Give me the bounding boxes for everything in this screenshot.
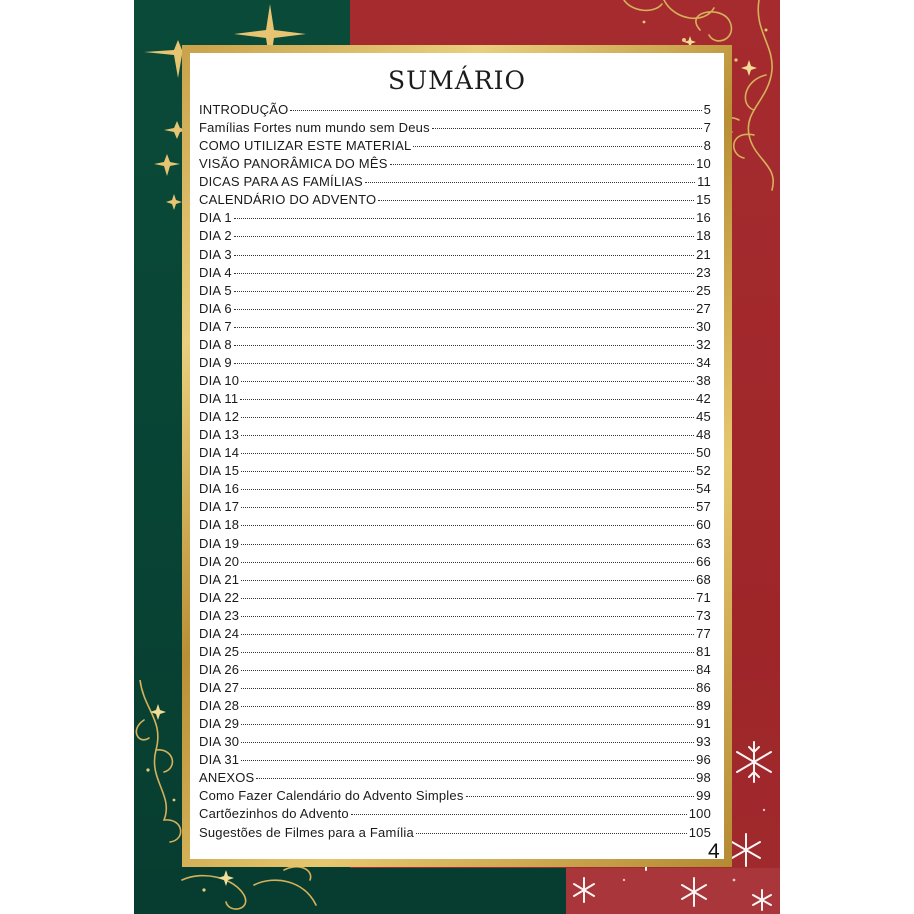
- toc-entry-page: 25: [696, 282, 711, 298]
- dot-leader: [241, 435, 694, 436]
- dot-leader: [416, 833, 687, 834]
- dot-leader: [413, 146, 701, 147]
- dot-leader: [241, 598, 694, 599]
- toc-entry-label: Como Fazer Calendário do Advento Simples: [199, 788, 464, 804]
- toc-entry[interactable]: [199, 462, 711, 480]
- toc-entry-page: 11: [697, 174, 711, 190]
- document-page: [134, 0, 780, 914]
- toc-entry-page: 89: [696, 698, 711, 714]
- toc-entry-label: DIA 27: [199, 680, 240, 695]
- toc-entry[interactable]: [199, 336, 711, 354]
- toc-entry-label: DIA 22: [199, 589, 240, 605]
- toc-entry-label: DIA 20: [199, 553, 240, 569]
- toc-entry[interactable]: [199, 625, 711, 643]
- toc-entry-label: DIA 10: [199, 372, 240, 388]
- toc-entry-label: DICAS PARA AS FAMÍLIAS: [199, 174, 363, 190]
- toc-entry[interactable]: [199, 408, 711, 426]
- toc-entry-page: 71: [696, 589, 711, 605]
- toc-entry[interactable]: [199, 589, 711, 607]
- toc-entry-page: 54: [696, 481, 711, 497]
- dot-leader: [241, 616, 694, 617]
- toc-entry-label: DIA 16: [199, 481, 240, 497]
- toc-entry-page: 57: [696, 499, 711, 515]
- page-number: 4: [708, 840, 720, 863]
- toc-entry[interactable]: [199, 264, 711, 282]
- toc-entry[interactable]: [199, 769, 711, 787]
- toc-entry-label: DIA 14: [199, 445, 240, 461]
- toc-entry-label: DIA 11: [199, 391, 239, 406]
- toc-entry-page: 27: [696, 300, 711, 316]
- toc-entry-page: 23: [696, 264, 711, 280]
- toc-entry-label: Famílias Fortes num mundo sem Deus: [199, 120, 430, 136]
- toc-entry-page: 96: [696, 752, 711, 768]
- toc-entry[interactable]: [199, 209, 711, 227]
- toc-entry-page: 50: [696, 445, 711, 461]
- toc-entry-label: DIA 12: [199, 409, 240, 425]
- dot-leader: [234, 291, 694, 292]
- dot-leader: [241, 471, 694, 472]
- toc-entry-page: 73: [696, 607, 711, 623]
- toc-entry-label: DIA 26: [199, 661, 240, 677]
- toc-entry-page: 34: [696, 354, 711, 370]
- toc-entry-label: DIA 15: [199, 463, 240, 479]
- toc-entry[interactable]: [199, 246, 711, 264]
- toc-entry-label: Cartõezinhos do Advento: [199, 806, 349, 822]
- toc-entry[interactable]: [199, 697, 711, 715]
- dot-leader: [290, 110, 701, 111]
- table-of-contents: [199, 101, 711, 842]
- toc-entry-label: DIA 17: [199, 499, 240, 515]
- toc-entry[interactable]: [199, 372, 711, 390]
- toc-entry-page: 38: [696, 372, 711, 388]
- dot-leader: [241, 652, 694, 653]
- toc-entry[interactable]: [199, 300, 711, 318]
- dot-leader: [466, 796, 695, 797]
- page-title: SUMÁRIO: [387, 66, 527, 95]
- dot-leader: [241, 670, 694, 671]
- dot-leader: [241, 562, 694, 563]
- toc-entry-page: 100: [688, 806, 711, 822]
- toc-entry[interactable]: [199, 390, 711, 408]
- toc-entry-label: COMO UTILIZAR ESTE MATERIAL: [199, 138, 412, 154]
- toc-entry-page: 10: [696, 156, 711, 172]
- dot-leader: [351, 814, 687, 815]
- toc-entry[interactable]: [199, 661, 711, 679]
- toc-entry-page: 105: [688, 824, 711, 840]
- toc-entry[interactable]: [199, 643, 711, 661]
- dot-leader: [234, 309, 694, 310]
- toc-entry-page: 32: [696, 336, 711, 352]
- toc-entry-page: 84: [696, 661, 711, 677]
- toc-entry-page: 45: [696, 409, 711, 425]
- toc-entry[interactable]: [199, 516, 711, 534]
- dot-leader: [432, 128, 702, 129]
- toc-entry-page: 30: [696, 318, 711, 334]
- toc-entry-page: 42: [696, 391, 711, 406]
- toc-entry-page: 91: [696, 716, 711, 732]
- toc-entry[interactable]: [199, 607, 711, 625]
- toc-entry-label: DIA 18: [199, 517, 240, 533]
- toc-entry-page: 8: [703, 138, 711, 154]
- toc-entry-label: VISÃO PANORÂMICA DO MÊS: [199, 156, 388, 172]
- dot-leader: [390, 164, 695, 165]
- toc-entry[interactable]: [199, 733, 711, 751]
- toc-entry-label: DIA 6: [199, 300, 232, 316]
- dot-leader: [234, 327, 694, 328]
- toc-entry-label: DIA 7: [199, 318, 232, 334]
- toc-entry-page: 68: [696, 571, 711, 587]
- toc-entry-label: DIA 24: [199, 625, 240, 641]
- dot-leader: [241, 742, 694, 743]
- toc-entry[interactable]: [199, 553, 711, 571]
- dot-leader: [241, 453, 694, 454]
- dot-leader: [378, 200, 694, 201]
- toc-entry[interactable]: [199, 571, 711, 589]
- toc-entry-label: DIA 2: [199, 228, 232, 244]
- toc-entry[interactable]: [199, 805, 711, 823]
- toc-entry-page: 60: [696, 517, 711, 533]
- toc-entry-label: DIA 8: [199, 336, 232, 352]
- toc-entry-label: DIA 3: [199, 246, 232, 262]
- dot-leader: [234, 273, 694, 274]
- toc-entry-label: ANEXOS: [199, 770, 255, 786]
- toc-entry-label: INTRODUÇÃO: [199, 102, 289, 117]
- toc-entry[interactable]: [199, 751, 711, 769]
- dot-leader: [234, 218, 694, 219]
- dot-leader: [365, 182, 695, 183]
- toc-entry-label: DIA 25: [199, 643, 240, 659]
- toc-entry-label: DIA 21: [199, 571, 240, 587]
- toc-entry-label: DIA 13: [199, 427, 240, 443]
- toc-entry[interactable]: [199, 444, 711, 462]
- toc-entry-label: DIA 4: [199, 264, 232, 280]
- toc-entry-page: 66: [696, 553, 711, 569]
- toc-entry[interactable]: [199, 787, 711, 805]
- toc-entry[interactable]: [199, 155, 711, 173]
- dot-leader: [241, 381, 694, 382]
- toc-entry-page: 93: [696, 734, 711, 750]
- toc-entry[interactable]: [199, 101, 711, 119]
- toc-entry-label: DIA 1: [199, 210, 232, 226]
- dot-leader: [240, 399, 694, 400]
- dot-leader: [234, 363, 694, 364]
- dot-leader: [234, 345, 694, 346]
- dot-leader: [241, 525, 694, 526]
- toc-entry-page: 63: [696, 535, 711, 551]
- dot-leader: [241, 544, 694, 545]
- toc-entry-page: 98: [696, 770, 711, 786]
- toc-entry-label: DIA 5: [199, 282, 232, 298]
- toc-entry-label: DIA 28: [199, 698, 240, 714]
- toc-entry-page: 7: [703, 120, 711, 136]
- toc-entry[interactable]: [199, 715, 711, 733]
- toc-entry-page: 52: [696, 463, 711, 479]
- dot-leader: [241, 507, 694, 508]
- toc-entry[interactable]: [199, 318, 711, 336]
- toc-entry[interactable]: [199, 191, 711, 209]
- toc-entry-page: 86: [696, 680, 711, 695]
- dot-leader: [241, 580, 694, 581]
- toc-entry[interactable]: [199, 480, 711, 498]
- toc-entry-label: DIA 23: [199, 607, 240, 623]
- toc-entry-label: CALENDÁRIO DO ADVENTO: [199, 192, 377, 208]
- toc-entry[interactable]: [199, 679, 711, 697]
- toc-entry-page: 16: [696, 210, 711, 226]
- toc-entry[interactable]: [199, 498, 711, 516]
- toc-entry[interactable]: [199, 426, 711, 444]
- toc-entry-label: DIA 9: [199, 354, 232, 370]
- dot-leader: [241, 688, 694, 689]
- toc-entry[interactable]: [199, 137, 711, 155]
- toc-entry[interactable]: [199, 824, 711, 842]
- toc-entry[interactable]: [199, 227, 711, 245]
- toc-entry-page: 81: [696, 643, 711, 659]
- toc-entry-page: 18: [696, 228, 711, 244]
- toc-entry-label: Sugestões de Filmes para a Família: [199, 824, 414, 840]
- dot-leader: [241, 760, 694, 761]
- toc-entry-page: 5: [703, 102, 711, 117]
- dot-leader: [241, 634, 694, 635]
- dot-leader: [241, 706, 694, 707]
- toc-entry-label: DIA 29: [199, 716, 240, 732]
- toc-entry-page: 21: [696, 246, 711, 262]
- toc-entry-page: 99: [696, 788, 711, 804]
- toc-entry-page: 48: [696, 427, 711, 443]
- dot-leader: [241, 724, 694, 725]
- toc-entry-page: 77: [696, 625, 711, 641]
- toc-entry[interactable]: [199, 354, 711, 372]
- dot-leader: [234, 236, 694, 237]
- toc-entry[interactable]: [199, 173, 711, 191]
- dot-leader: [241, 417, 694, 418]
- toc-entry-label: DIA 30: [199, 734, 240, 750]
- dot-leader: [241, 489, 694, 490]
- toc-entry[interactable]: [199, 119, 711, 137]
- toc-entry-page: 15: [696, 192, 711, 208]
- dot-leader: [234, 255, 694, 256]
- toc-entry-label: DIA 31: [199, 752, 240, 768]
- toc-entry[interactable]: [199, 535, 711, 553]
- toc-entry[interactable]: [199, 282, 711, 300]
- toc-entry-label: DIA 19: [199, 535, 240, 551]
- dot-leader: [256, 778, 694, 779]
